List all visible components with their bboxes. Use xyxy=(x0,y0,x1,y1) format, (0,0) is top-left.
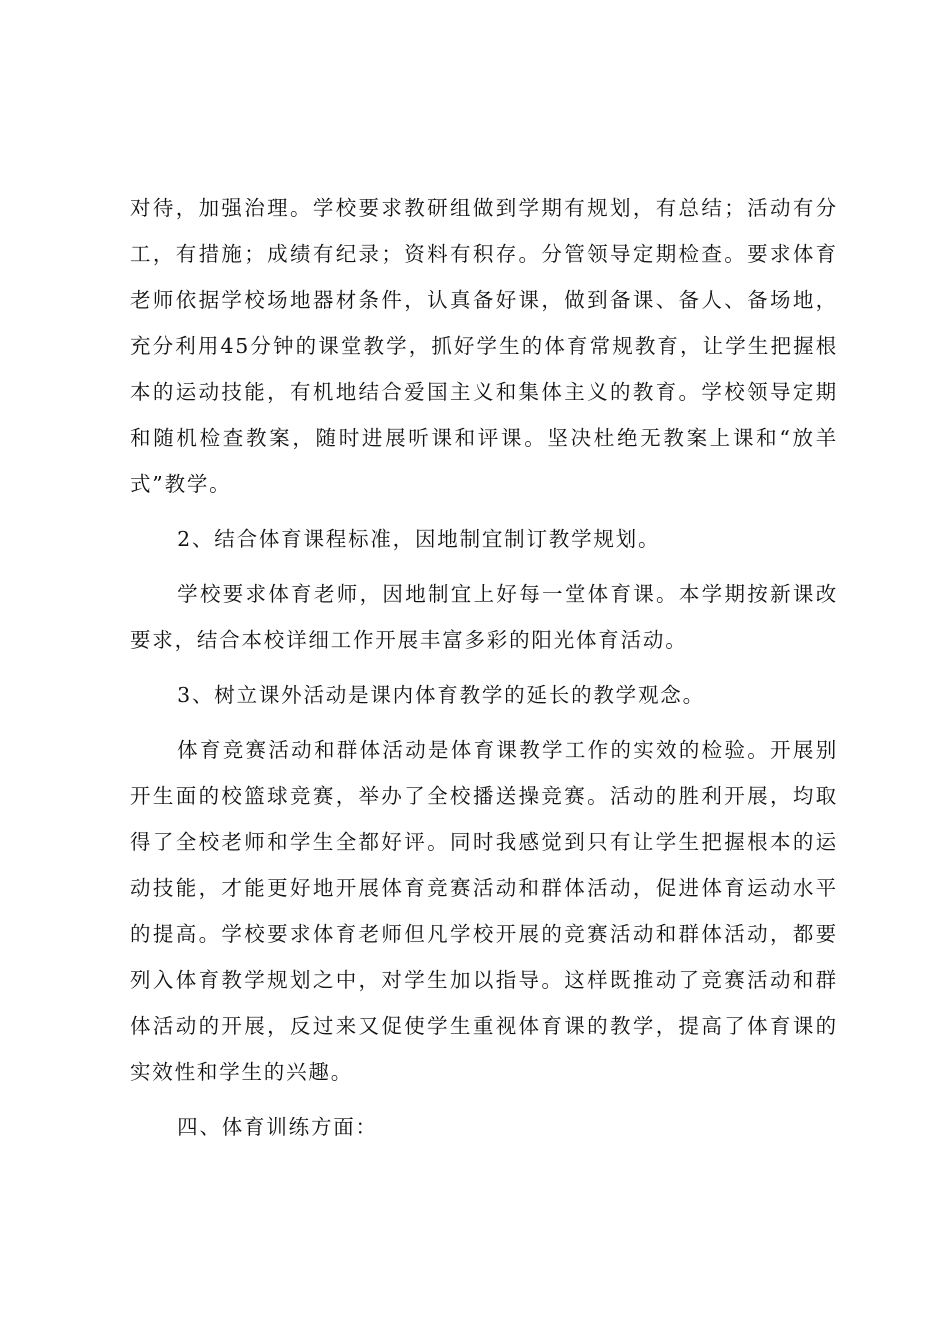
document-body xyxy=(130,185,838,1159)
paragraph-continuation: 对待，加强治理。学校要求教研组做到学期有规划，有总结；活动有分工，有措施；成绩有纪录；资料有积存。分管领导定期检查。要求体育老师依据学校场地器材条件，认真备好课，做到备课、备人、备场地，充分利用45分钟的课堂教学，抓好学生的体育常规教育，让学生把握根本的运动技能，有机地结合爱国主义和集体主义的教育。学校领导定期和随机检查教案，随时进展听课和评课。坚决杜绝无教案上课和“放羊式”教学。 xyxy=(130,196,838,496)
section-heading-3: 3、树立课外活动是课内体育教学的延长的教学观念。 xyxy=(177,683,705,707)
paragraph-competitions: 体育竞赛活动和群体活动是体育课教学工作的实效的检验。开展别开生面的校篮球竞赛，举办了全校播送操竞赛。活动的胜利开展，均取得了全校老师和学生全都好评。同时我感觉到只有让学生把握根本的运动技能，才能更好地开展体育竞赛活动和群体活动，促进体育运动水平的提高。学校要求体育老师但凡学校开展的竞赛活动和群体活动，都要列入体育教学规划之中，对学生加以指导。这样既推动了竞赛活动和群体活动的开展，反过来又促使学生重视体育课的教学，提高了体育课的实效性和学生的兴趣。 xyxy=(130,738,838,1084)
section-heading-4: 四、体育训练方面： xyxy=(177,1115,378,1139)
section-heading-2: 2、结合体育课程标准，因地制宜制订教学规划。 xyxy=(177,527,661,551)
paragraph-teaching-plan: 学校要求体育老师，因地制宜上好每一堂体育课。本学期按新课改要求，结合本校详细工作开展丰富多彩的阳光体育活动。 xyxy=(130,582,838,652)
